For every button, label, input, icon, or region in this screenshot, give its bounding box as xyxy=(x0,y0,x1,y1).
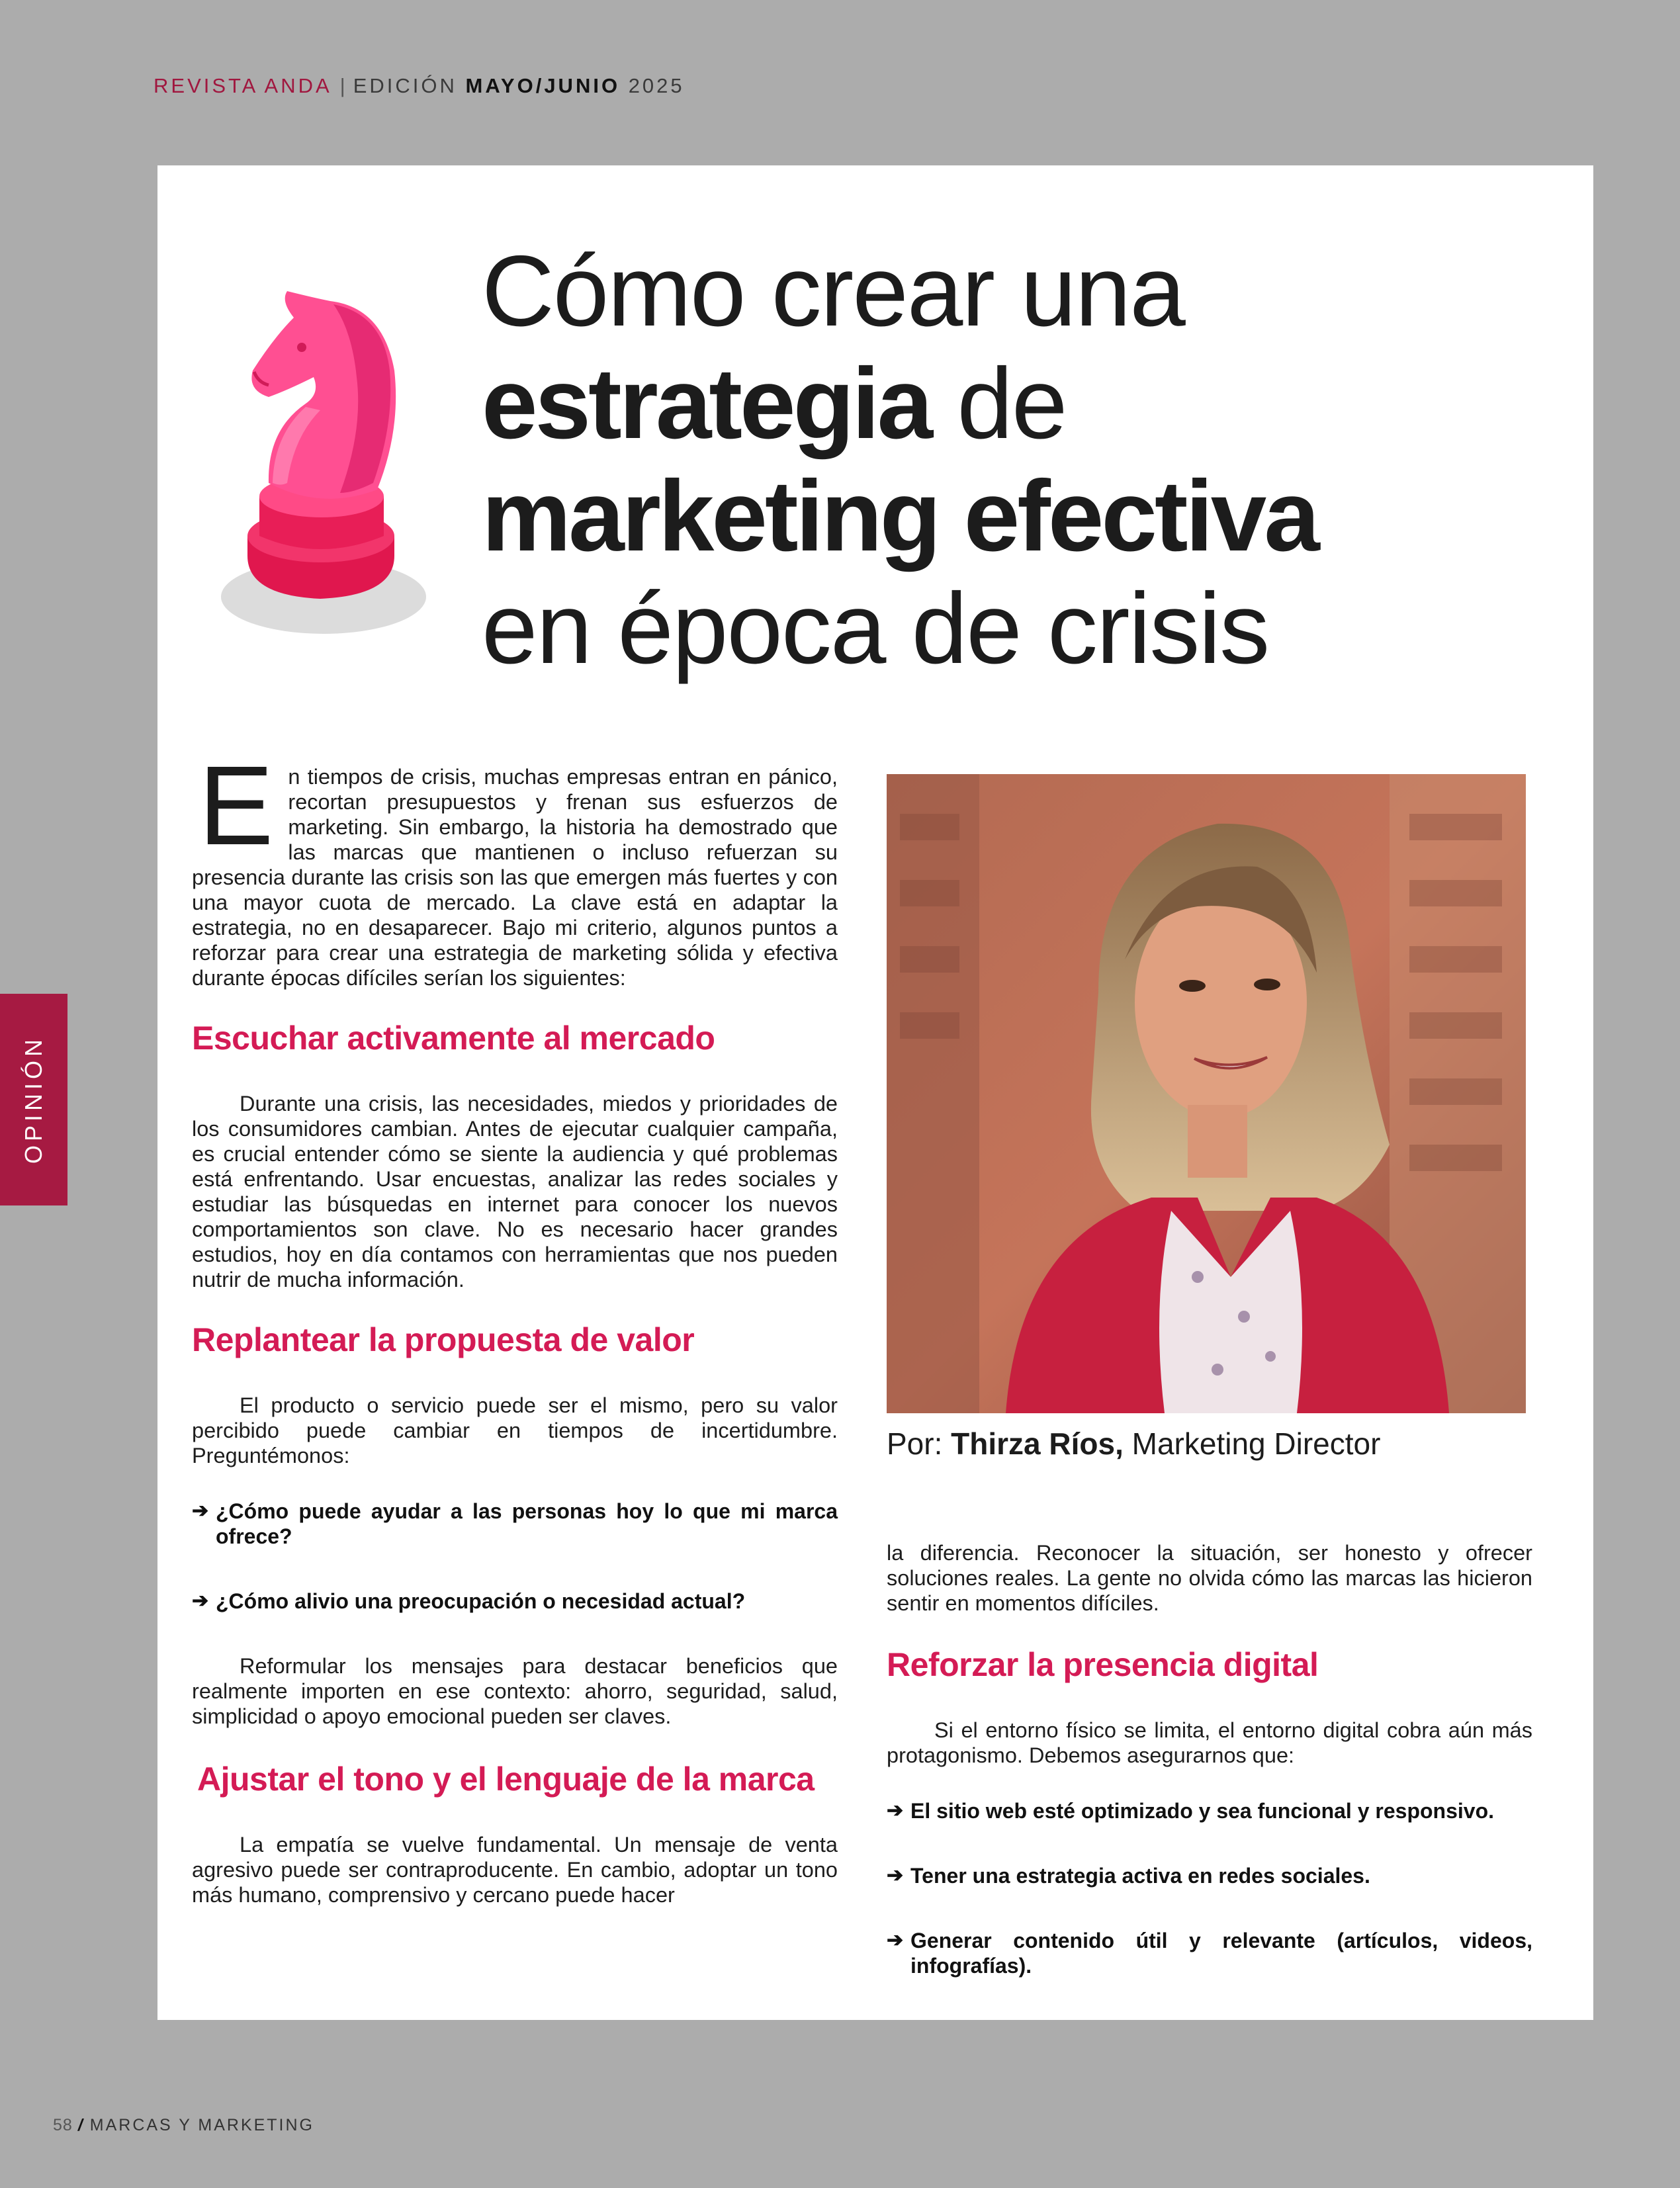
section-tab xyxy=(0,994,67,1205)
digital-bullet-list xyxy=(887,1798,1532,1978)
edition-year: 2025 xyxy=(628,74,685,97)
section-text-value: El producto o servicio puede ser el mismo, pero su valor percibido puede cambiar en tiempos de incertidumbre. Preguntémonos: xyxy=(192,1393,838,1467)
section-text-tone: La empatía se vuelve fundamental. Un mensaje de venta agresivo puede ser contraproducente. En cambio, adoptar un tono más humano, comprensivo y cercano puede hacer xyxy=(192,1833,838,1907)
section-heading-tone: Ajustar el tono y el lenguaje de la marca xyxy=(197,1761,815,1798)
page-footer xyxy=(53,2116,314,2135)
byline xyxy=(887,1426,1380,1462)
magazine-name: REVISTA ANDA xyxy=(154,74,332,97)
article-title xyxy=(482,235,1573,685)
section-tab-label: OPINIÓN xyxy=(20,1035,47,1164)
chess-knight-icon xyxy=(221,265,446,642)
intro-paragraph xyxy=(192,743,838,990)
byline-prefix: Por: xyxy=(887,1426,943,1461)
arrow-right-icon: ➔ xyxy=(887,1864,904,1886)
section-text-tone-continued: la diferencia. Reconocer la situación, ser honesto y ofrecer soluciones reales. La gente no olvida cómo las marcas las hicieron sentir en momentos difíciles. xyxy=(887,1541,1532,1615)
author-photo xyxy=(887,774,1526,1413)
arrow-right-icon: ➔ xyxy=(887,1800,904,1821)
arrow-right-icon: ➔ xyxy=(887,1929,904,1951)
title-line-2-light: de xyxy=(957,347,1067,460)
section-heading-digital: Reforzar la presencia digital xyxy=(887,1646,1319,1683)
author-name: Thirza Ríos, xyxy=(951,1426,1124,1461)
section-heading-value: Replantear la propuesta de valor xyxy=(192,1321,695,1358)
arrow-right-icon: ➔ xyxy=(192,1500,209,1522)
list-item: ➔ Tener una estrategia activa en redes sociales. xyxy=(887,1864,1370,1888)
edition-months: MAYO/JUNIO xyxy=(465,74,621,97)
page-number: 58 xyxy=(53,2116,73,2134)
footer-section: MARCAS Y MARKETING xyxy=(89,2116,315,2134)
section-text-listen: Durante una crisis, las necesidades, miedos y prioridades de los consumidores cambian. Antes de ejecutar cualquier campaña, es crucial entender cómo se siente la audiencia y qué problemas está enfrentando. Usar encuestas, analizar las redes sociales y estudiar las búsquedas en internet para conocer los nuevos comportamientos son clave. No es necesario hacer grandes estudios, hoy en día contamos con herramientas que nos pueden nutrir de mucha información. xyxy=(192,1092,838,1291)
dropcap: E xyxy=(199,743,274,869)
title-line-3: marketing efectiva xyxy=(482,460,1317,572)
title-line-2-bold: estrategia xyxy=(482,347,931,460)
list-item: ➔ El sitio web esté optimizado y sea funcional y responsivo. xyxy=(887,1799,1494,1823)
list-item: ➔ ¿Cómo puede ayudar a las personas hoy lo que mi marca ofrece? xyxy=(192,1499,838,1548)
arrow-right-icon: ➔ xyxy=(192,1590,209,1612)
author-role: Marketing Director xyxy=(1131,1426,1381,1461)
value-bullet-list xyxy=(192,1499,838,1614)
title-line-1: Cómo crear una xyxy=(482,235,1184,347)
section-text-digital: Si el entorno físico se limita, el entorno digital cobra aún más protagonismo. Debemos asegurarnos que: xyxy=(887,1718,1532,1767)
masthead xyxy=(154,74,685,98)
intro-text: n tiempos de crisis, muchas empresas entran en pánico, recortan presupuestos y frenan sus esfuerzos de marketing. Sin embargo, la historia ha demostrado que las marcas que mantienen o incluso refuerzan su presencia durante las crisis son las que emergen más fuertes y con una mayor cuota de mercado. La clave está en adaptar la estrategia, no en desaparecer. Bajo mi criterio, algunos puntos a reforzar para crear una estrategia de marketing sólida y efectiva durante épocas difíciles serían los siguientes: xyxy=(192,765,838,990)
article-card xyxy=(157,165,1593,2020)
masthead-separator: | xyxy=(339,74,345,97)
title-line-4: en época de crisis xyxy=(482,572,1269,685)
section-text-value-2: Reformular los mensajes para destacar beneficios que realmente importen en ese contexto: ahorro, seguridad, salud, simplicidad o apoyo emocional pueden ser claves. xyxy=(192,1654,838,1728)
section-heading-listen: Escuchar activamente al mercado xyxy=(192,1020,715,1057)
footer-slash: / xyxy=(77,2116,85,2134)
edition-label: EDICIÓN xyxy=(353,74,457,97)
right-column xyxy=(887,1540,1532,1978)
list-item: ➔ Generar contenido útil y relevante (artículos, videos, infografías). xyxy=(887,1929,1532,1978)
list-item: ➔ ¿Cómo alivio una preocupación o necesidad actual? xyxy=(192,1589,746,1613)
left-column xyxy=(192,743,838,1907)
